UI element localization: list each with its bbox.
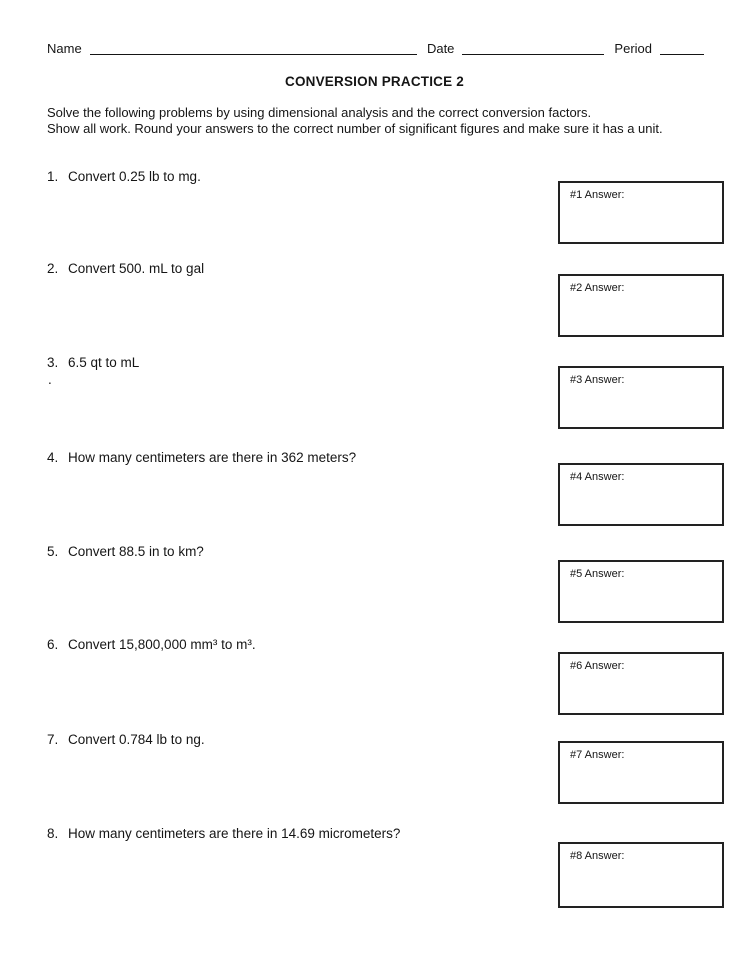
problem-8-text: How many centimeters are there in 14.69 micrometers? [68, 826, 401, 841]
date-label: Date [426, 41, 455, 56]
problem-5 [47, 544, 204, 559]
problem-5-text: Convert 88.5 in to km? [68, 544, 204, 559]
problem-8-number: 8. [47, 826, 59, 841]
answer-box-7-label: #7 Answer: [570, 749, 625, 761]
name-blank-line[interactable] [90, 41, 417, 55]
problem-6-text: Convert 15,800,000 mm³ to m³. [68, 637, 256, 652]
problem-3-number: 3. [47, 355, 59, 370]
period-blank-line[interactable] [660, 41, 704, 55]
name-label: Name [47, 41, 82, 56]
problem-3-stray-period: . [48, 372, 52, 387]
instructions [47, 105, 707, 136]
problem-2-number: 2. [47, 261, 59, 276]
answer-box-1[interactable] [558, 181, 724, 244]
problem-2-text: Convert 500. mL to gal [68, 261, 205, 276]
problem-2 [47, 261, 204, 276]
answer-box-7[interactable] [558, 741, 724, 804]
answer-box-2[interactable] [558, 274, 724, 337]
answer-box-4-label: #4 Answer: [570, 471, 625, 483]
problem-1-text: Convert 0.25 lb to mg. [68, 169, 201, 184]
problem-6-number: 6. [47, 637, 59, 652]
problem-3 [47, 355, 139, 370]
instructions-line-1: Solve the following problems by using dimensional analysis and the correct conversion factors. [47, 105, 592, 120]
problem-4-number: 4. [47, 450, 59, 465]
problem-7-number: 7. [47, 732, 59, 747]
problem-6 [47, 637, 256, 652]
answer-box-2-label: #2 Answer: [570, 282, 625, 294]
answer-box-1-label: #1 Answer: [570, 189, 625, 201]
header-fields [47, 41, 704, 56]
answer-box-3[interactable] [558, 366, 724, 429]
problem-7-text: Convert 0.784 lb to ng. [68, 732, 205, 747]
date-blank-line[interactable] [462, 41, 604, 55]
answer-box-6-label: #6 Answer: [570, 660, 625, 672]
answer-box-8-label: #8 Answer: [570, 850, 625, 862]
instructions-line-2: Show all work. Round your answers to the correct number of significant figures and make sure it has a unit. [47, 120, 663, 136]
problem-1 [47, 169, 201, 184]
period-label: Period [614, 41, 652, 56]
problem-1-number: 1. [47, 169, 59, 184]
page-title: CONVERSION PRACTICE 2 [285, 74, 464, 89]
problem-7 [47, 732, 205, 747]
answer-box-8[interactable] [558, 842, 724, 908]
answer-box-4[interactable] [558, 463, 724, 526]
problem-5-number: 5. [47, 544, 59, 559]
problem-3-text: 6.5 qt to mL [68, 355, 140, 370]
problem-8 [47, 826, 400, 841]
answer-box-5-label: #5 Answer: [570, 568, 625, 580]
answer-box-6[interactable] [558, 652, 724, 715]
problem-4 [47, 450, 356, 465]
answer-box-3-label: #3 Answer: [570, 374, 625, 386]
problem-4-text: How many centimeters are there in 362 meters? [68, 450, 357, 465]
answer-box-5[interactable] [558, 560, 724, 623]
